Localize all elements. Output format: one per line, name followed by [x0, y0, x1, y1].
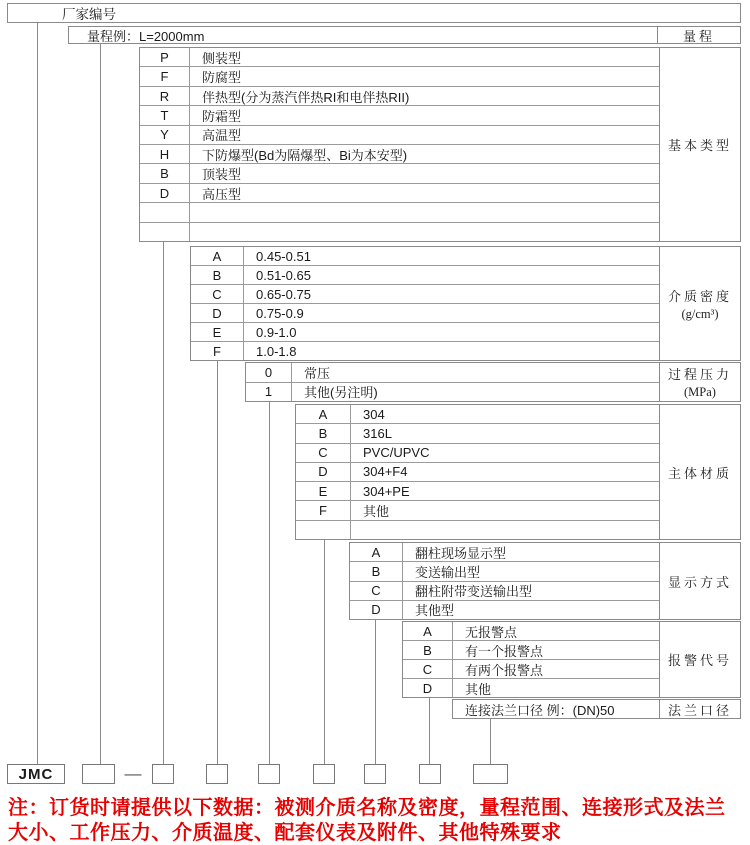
- option-row: [350, 561, 659, 580]
- option-row: [296, 500, 659, 519]
- option-code: B: [140, 164, 190, 182]
- option-row: [140, 125, 659, 144]
- option-row: [191, 341, 659, 360]
- option-code: E: [191, 323, 244, 341]
- option-code: P: [140, 48, 190, 66]
- option-code: A: [403, 622, 453, 640]
- connector-alarm-code: [429, 698, 430, 764]
- option-row: [350, 581, 659, 600]
- option-row: [191, 322, 659, 341]
- option-desc: 无报警点: [465, 624, 518, 640]
- option-row: [296, 462, 659, 481]
- option-code: [296, 521, 351, 539]
- option-code: B: [191, 266, 244, 284]
- option-desc: 连接法兰口径 例：(DN)50: [465, 702, 615, 718]
- option-code: D: [296, 463, 351, 481]
- option-code: D: [140, 184, 190, 202]
- option-desc: 常压: [304, 365, 331, 381]
- option-desc: 有两个报警点: [465, 662, 544, 678]
- range-label: 量程: [657, 27, 740, 43]
- manufacturer-number-row: [7, 3, 741, 23]
- option-code: R: [140, 87, 190, 105]
- option-row: [453, 700, 659, 718]
- code-dash: —: [124, 764, 142, 783]
- option-code: F: [296, 501, 351, 519]
- option-desc: 316L: [363, 425, 392, 441]
- option-desc: 其他: [363, 504, 390, 520]
- option-code: B: [350, 562, 403, 580]
- section-flange-size: [452, 699, 741, 719]
- connector-flange-size: [490, 719, 491, 764]
- range-row: [68, 26, 741, 44]
- option-row: [246, 382, 659, 402]
- section-display-mode: [349, 542, 741, 620]
- option-desc: 翻柱现场显示型: [415, 545, 507, 561]
- option-desc: 下防爆型(Bd为隔爆型、Bi为本安型): [202, 147, 408, 163]
- option-desc: 0.75-0.9: [256, 305, 304, 321]
- option-code: C: [191, 285, 244, 303]
- option-row-empty: [296, 520, 659, 539]
- connector-basic-type: [163, 242, 164, 764]
- option-desc: 0.51-0.65: [256, 267, 311, 283]
- connector-medium-density: [217, 361, 218, 764]
- code-box-medium-density: [206, 764, 228, 784]
- option-row: [296, 481, 659, 500]
- option-code: A: [350, 543, 403, 561]
- section-basic-type: [139, 47, 741, 242]
- model-prefix-box: [7, 764, 65, 784]
- option-row: [350, 600, 659, 619]
- option-row: [191, 284, 659, 303]
- ordering-note-line1: 注：订货时请提供以下数据：被测介质名称及密度，量程范围、连接形式及法兰: [8, 797, 726, 819]
- range-example-text: 量程例：L=2000mm: [87, 28, 205, 44]
- option-desc: 有一个报警点: [465, 643, 544, 659]
- option-desc: 防霜型: [202, 108, 242, 124]
- option-row: [296, 423, 659, 442]
- option-code: C: [296, 444, 351, 462]
- option-code: A: [296, 405, 351, 423]
- option-desc: 防腐型: [202, 70, 242, 86]
- option-desc: 304: [363, 406, 385, 422]
- option-code: H: [140, 145, 190, 163]
- option-row: [246, 363, 659, 382]
- section-process-pressure: [245, 362, 741, 402]
- connector-range: [100, 44, 101, 764]
- option-row: [403, 622, 659, 640]
- section-label-basic-type: 基本类型: [659, 48, 740, 241]
- code-box-flange-size: [473, 764, 508, 784]
- code-box-body-material: [313, 764, 335, 784]
- option-code: B: [403, 641, 453, 659]
- option-code: F: [191, 342, 244, 360]
- option-row: [140, 163, 659, 182]
- option-code: T: [140, 106, 190, 124]
- option-desc: 0.45-0.51: [256, 248, 311, 264]
- option-desc: 变送输出型: [415, 564, 481, 580]
- option-code: D: [191, 304, 244, 322]
- option-row: [350, 543, 659, 561]
- option-desc: 0.65-0.75: [256, 286, 311, 302]
- option-code: 1: [246, 383, 292, 402]
- option-row: [140, 86, 659, 105]
- option-row: [140, 183, 659, 202]
- option-code: F: [140, 67, 190, 85]
- section-body-material: [295, 404, 741, 540]
- connector-body-material: [324, 540, 325, 764]
- option-row: [296, 443, 659, 462]
- option-row: [140, 66, 659, 85]
- code-box-display-mode: [364, 764, 386, 784]
- option-row-empty: [140, 222, 659, 241]
- option-row: [296, 405, 659, 423]
- option-desc: 1.0-1.8: [256, 343, 297, 359]
- option-desc: 伴热型(分为蒸汽伴热RI和电伴热RII): [202, 89, 410, 105]
- section-medium-density: [190, 246, 741, 361]
- option-desc: 其他: [465, 681, 492, 697]
- option-desc: 0.9-1.0: [256, 324, 297, 340]
- option-desc: 304+PE: [363, 483, 410, 499]
- option-row: [191, 303, 659, 322]
- code-box-alarm-code: [419, 764, 441, 784]
- option-row: [403, 678, 659, 697]
- code-box-basic-type: [152, 764, 174, 784]
- option-desc: 304+F4: [363, 464, 408, 480]
- section-label-medium-density: 介质密度 (g/cm³): [659, 247, 740, 360]
- option-code: D: [350, 601, 403, 619]
- section-label-display-mode: 显示方式: [659, 543, 740, 619]
- section-label-alarm-code: 报警代号: [659, 622, 740, 697]
- connector-manufacturer: [37, 23, 38, 764]
- section-alarm-code: [402, 621, 741, 698]
- section-label-process-pressure: 过程压力 (MPa): [659, 363, 740, 401]
- option-row: [403, 659, 659, 678]
- option-desc: 翻柱附带变送输出型: [415, 584, 533, 600]
- option-row-empty: [140, 202, 659, 221]
- option-code: B: [296, 424, 351, 442]
- option-desc: 高压型: [202, 186, 242, 202]
- manufacturer-number-label: 厂家编号: [62, 7, 116, 22]
- option-code: A: [191, 247, 244, 265]
- option-row: [191, 247, 659, 265]
- option-code: D: [403, 679, 453, 697]
- option-desc: 其他型: [415, 603, 455, 619]
- section-label-flange-size: 法兰口径: [659, 700, 740, 718]
- option-code: E: [296, 482, 351, 500]
- ordering-note-line2: 大小、工作压力、介质温度、配套仪表及附件、其他特殊要求: [8, 822, 562, 844]
- option-desc: 侧装型: [202, 50, 242, 66]
- option-row: [403, 640, 659, 659]
- option-code: C: [350, 582, 403, 600]
- code-box-process-pressure: [258, 764, 280, 784]
- connector-process-pressure: [269, 402, 270, 764]
- option-row: [140, 105, 659, 124]
- option-code: C: [403, 660, 453, 678]
- option-desc: 其他(另注明): [304, 385, 378, 401]
- option-row: [191, 265, 659, 284]
- option-code: 0: [246, 363, 292, 382]
- option-row: [140, 48, 659, 66]
- option-desc: 高温型: [202, 128, 242, 144]
- connector-display-mode: [375, 620, 376, 764]
- option-row: [140, 144, 659, 163]
- option-code: [140, 223, 190, 241]
- option-code: [140, 203, 190, 221]
- ordering-note: [8, 796, 748, 845]
- option-desc: 顶装型: [202, 167, 242, 183]
- option-desc: PVC/UPVC: [363, 445, 430, 461]
- model-prefix-label: JMC: [18, 765, 54, 783]
- section-label-body-material: 主体材质: [659, 405, 740, 539]
- option-code: Y: [140, 126, 190, 144]
- code-box-range: [82, 764, 115, 784]
